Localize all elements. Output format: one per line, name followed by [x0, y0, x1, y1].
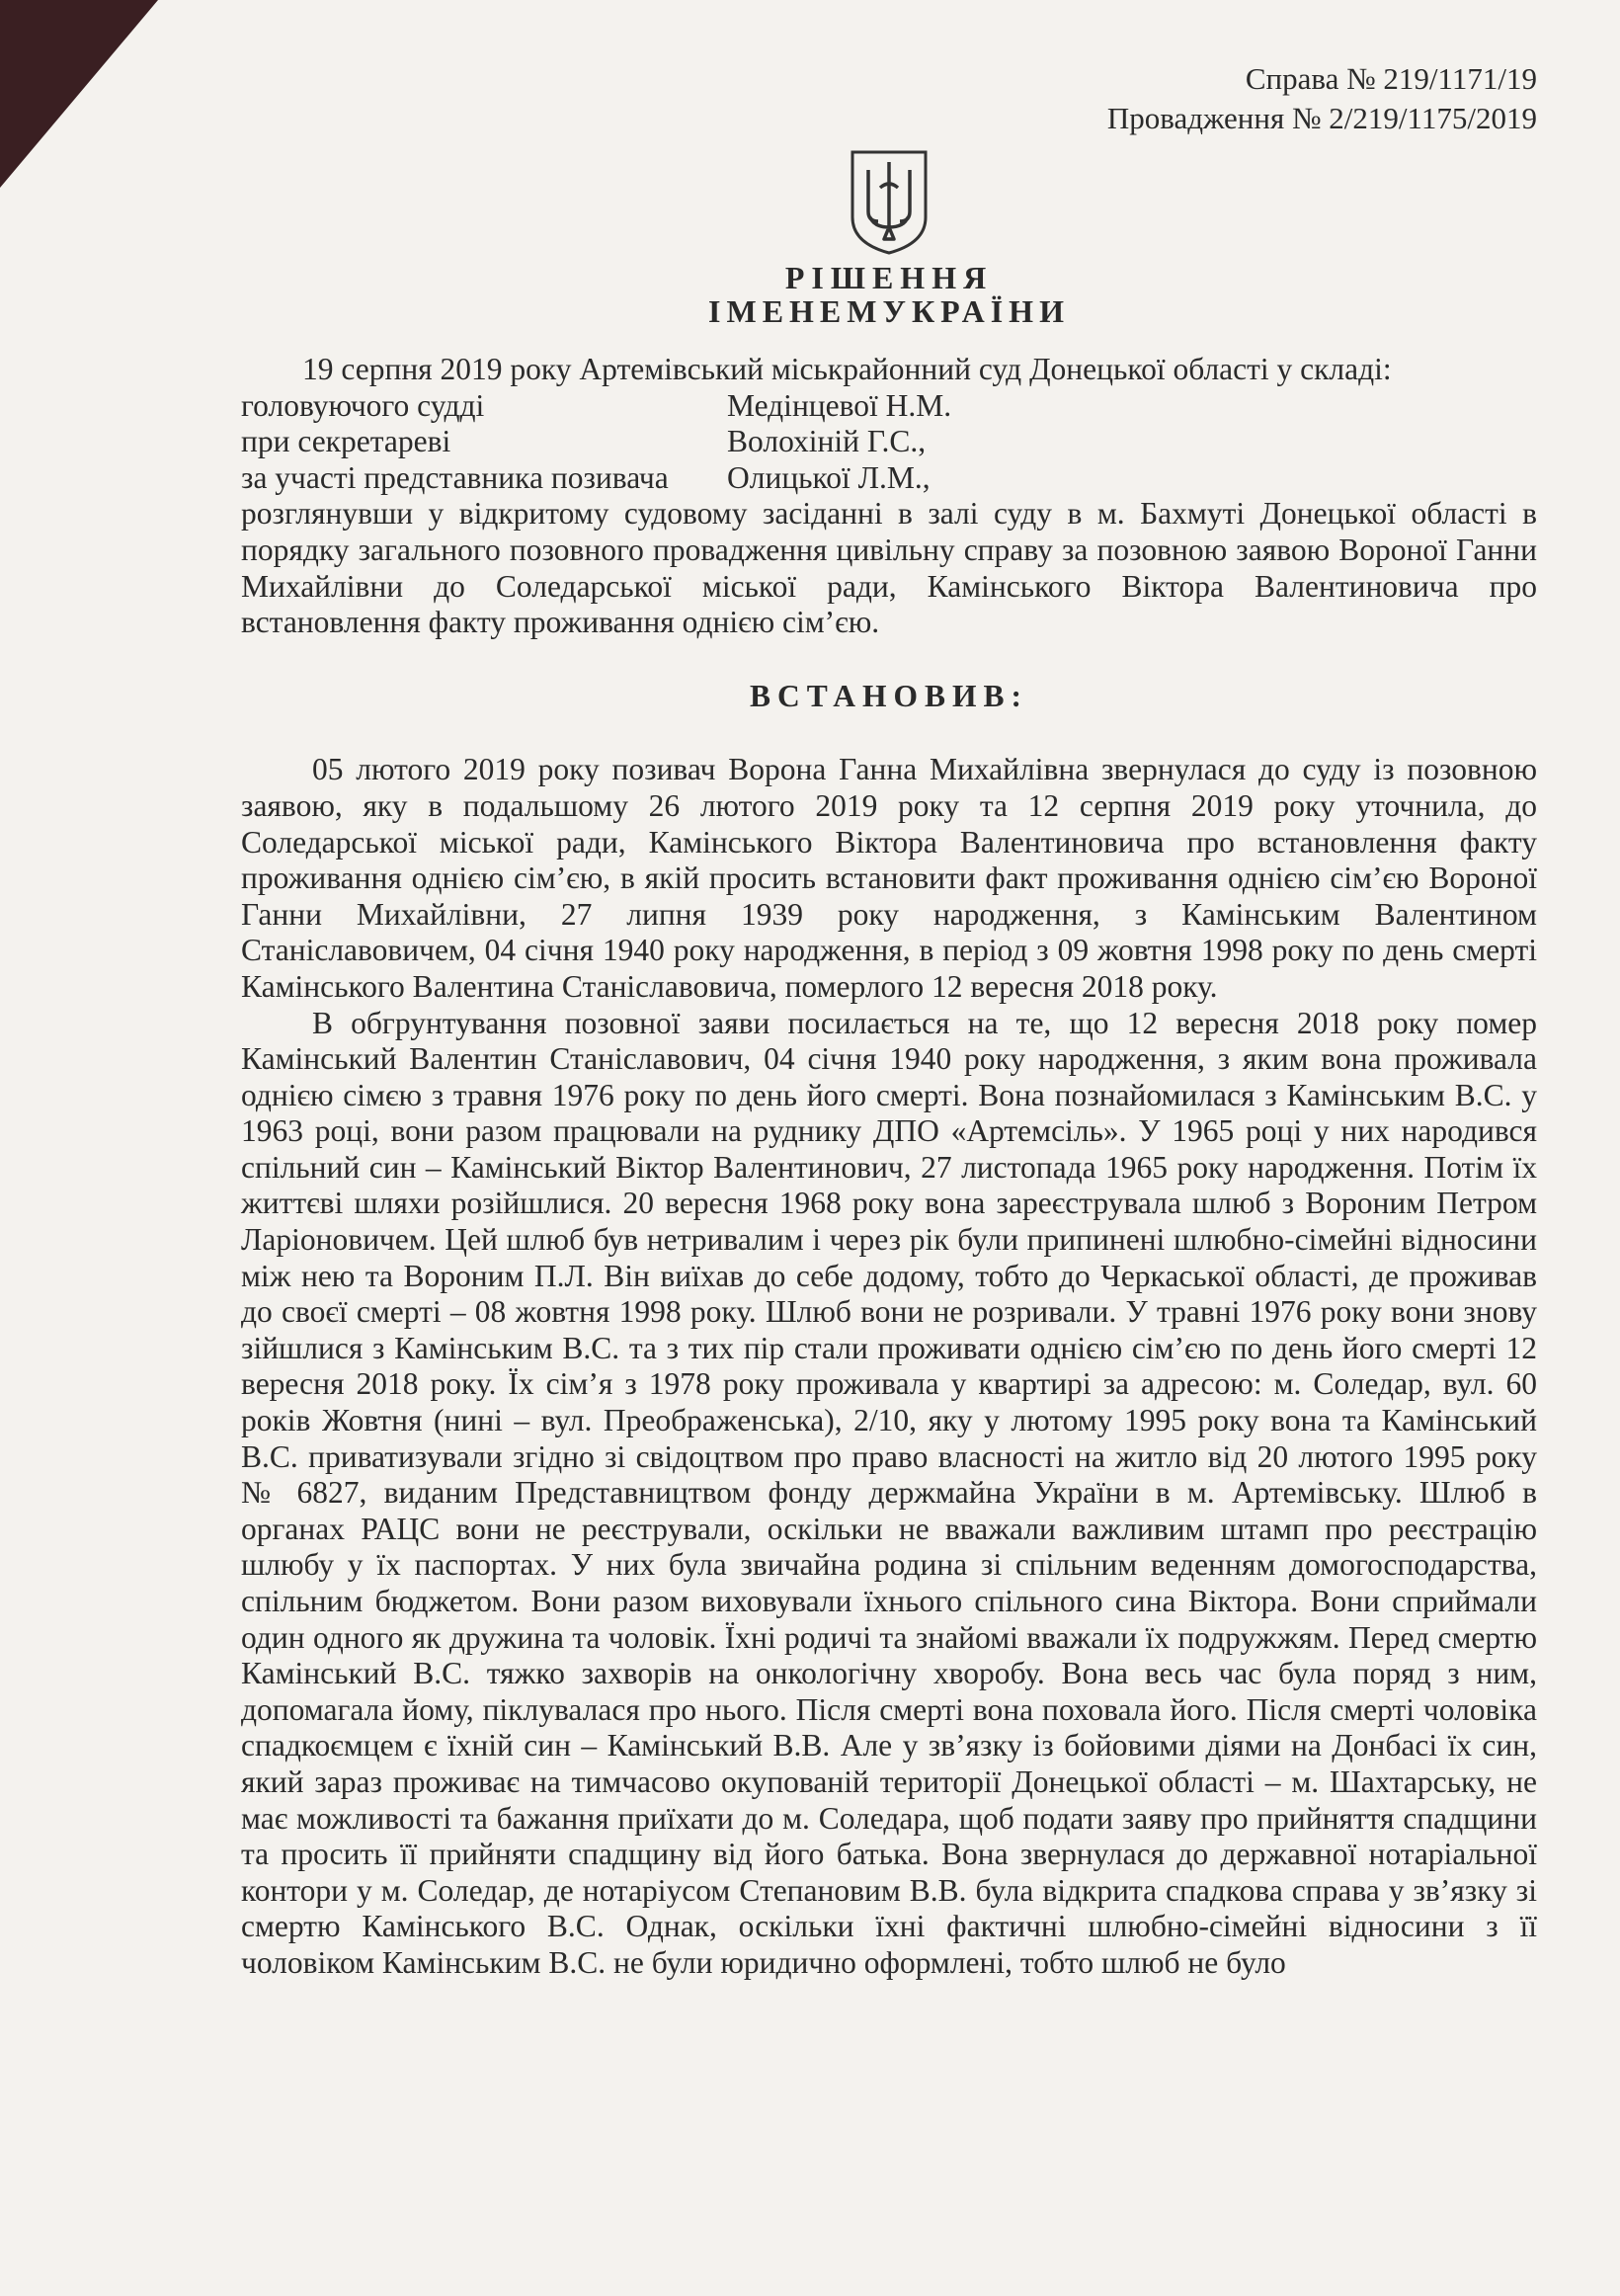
composition-row-judge — [241, 388, 1537, 425]
page-corner-shadow — [0, 0, 158, 188]
body-paragraph: В обгрунтування позовної заяви посилається на те, що 12 вересня 2018 року помер Камінський Валентин Станіславович, 04 січня 1940 року народження, з яким вона проживала однією сімєю з травня 1976 року по день його смерті. Вона познайомилася з Камінським В.С. у 1963 році, вони разом працювали на руднику ДПО «Артемсіль». У 1965 році у них народився спільний син – Камінський Віктор Валентинович, 27 листопада 1965 року народження. Потім їх життєві шляхи розійшлися. 20 вересня 1968 року вона зареєструвала шлюб з Вороним Петром Ларіоновичем. Цей шлюб був нетривалим і через рік були припинені шлюбно-сімейні відносини між нею та Вороним П.Л. Він виїхав до себе додому, тобто до Черкаської області, де проживав до своєї смерті – 08 жовтня 1998 року. Шлюб вони не розривали. У травні 1976 року вони знову зійшлися з Камінським В.С. та з тих пір стали проживати однією сім’єю по день його смерті 12 вересня 2018 року. Їх сім’я з 1978 року проживала у квартирі за адресою: м. Соледар, вул. 60 років Жовтня (нині – вул. Преображенська), 2/10, яку у лютому 1995 року вона та Камінський В.С. приватизували згідно зі свідоцтвом про право власності на житло від 20 лютого 1995 року № 6827, виданим Представництвом фонду держмайна України в м. Артемівську. Шлюб в органах РАЦС вони не реєстрували, оскільки не вважали важливим штамп про реєстрацію шлюбу у їх паспортах. У них була звичайна родина зі спільним веденням домогосподарства, спільним бюджетом. Вони разом виховували їхнього спільного сина Віктора. Вони сприймали один одного як дружина та чоловік. Їхні родичі та знайомі вважали їх подружжям. Перед смертю Камінський В.С. тяжко захворів на онкологічну хворобу. Вона весь час була поряд з ним, допомагала йому, піклувалася про нього. Після смерті вона поховала його. Після смерті чоловіка спадкоємцем є їхній син – Камінський В.В. Але у зв’язку із бойовими діями на Донбасі їх син, який зараз проживає на тимчасово окупованій території Донецької області – м. Шахтарську, не має можливості та бажання приїхати до м. Соледара, щоб подати заяву про прийняття спадщини та просить її прийняти спадщину від його батька. Вона звернулася до державної нотаріальної контори у м. Соледар, де нотаріусом Степановим В.В. була відкрита спадкова справа у зв’язку зі смертю Камінського В.С. Однак, оскільки їхні фактичні шлюбно-сімейні відносини з її чоловіком Камінським В.С. не були юридично оформлені, тобто шлюб не було — [241, 1005, 1537, 1980]
composition-row-secretary — [241, 424, 1537, 460]
considered-text: розглянувши у відкритому судовому засіданні в залі суду в м. Бахмуті Донецької області в порядку загального позовного провадження цивільну справу за позовною заявою Вороної Ганни Михайлівни до Соледарської міської ради, Камінського Віктора Валентиновича про встановлення факту проживання однією сім’єю. — [241, 496, 1537, 640]
court-decision-page — [241, 59, 1537, 1982]
section-heading: ВСТАНОВИВ: — [750, 678, 1028, 713]
body-paragraph: 05 лютого 2019 року позивач Ворона Ганна Михайлівна звернулася до суду із позовною заявою, яку в подальшому 26 лютого 2019 року та 12 серпня 2019 року уточнила, до Соледарської міської ради, Камінського Віктора Валентиновича про встановлення факту проживання однією сім’єю, в якій просить встановити факт проживання однією сім’єю Вороної Ганни Михайлівни, 27 липня 1939 року народження, з Камінським Валентином Станіславовичем, 04 січня 1940 року народження, в період з 09 жовтня 1998 року по день смерті Камінського Валентина Станіславовича, померлого 12 вересня 2018 року. — [241, 752, 1537, 1004]
composition-label: за участі представника позивача — [241, 459, 669, 495]
composition-label: головуючого судді — [241, 387, 485, 423]
composition-value: Олицької Л.М., — [727, 459, 931, 495]
composition-row-representative — [241, 460, 1537, 497]
decision-subtitle: ІМЕНЕМУКРАЇНИ — [708, 293, 1070, 329]
case-number: Справа № 219/1171/19 — [1245, 61, 1537, 96]
composition-value: Медінцевої Н.М. — [727, 387, 952, 423]
composition-label: при секретареві — [241, 424, 451, 459]
composition-value: Волохіній Г.С., — [727, 424, 927, 459]
case-reference — [241, 59, 1537, 138]
trident-icon — [845, 148, 933, 255]
proceeding-number: Провадження № 2/219/1175/2019 — [1106, 101, 1537, 135]
decision-title: РІШЕННЯ — [784, 260, 994, 295]
court-opening: 19 серпня 2019 року Артемівський міськрайонний суд Донецької області у складі: — [302, 352, 1392, 386]
